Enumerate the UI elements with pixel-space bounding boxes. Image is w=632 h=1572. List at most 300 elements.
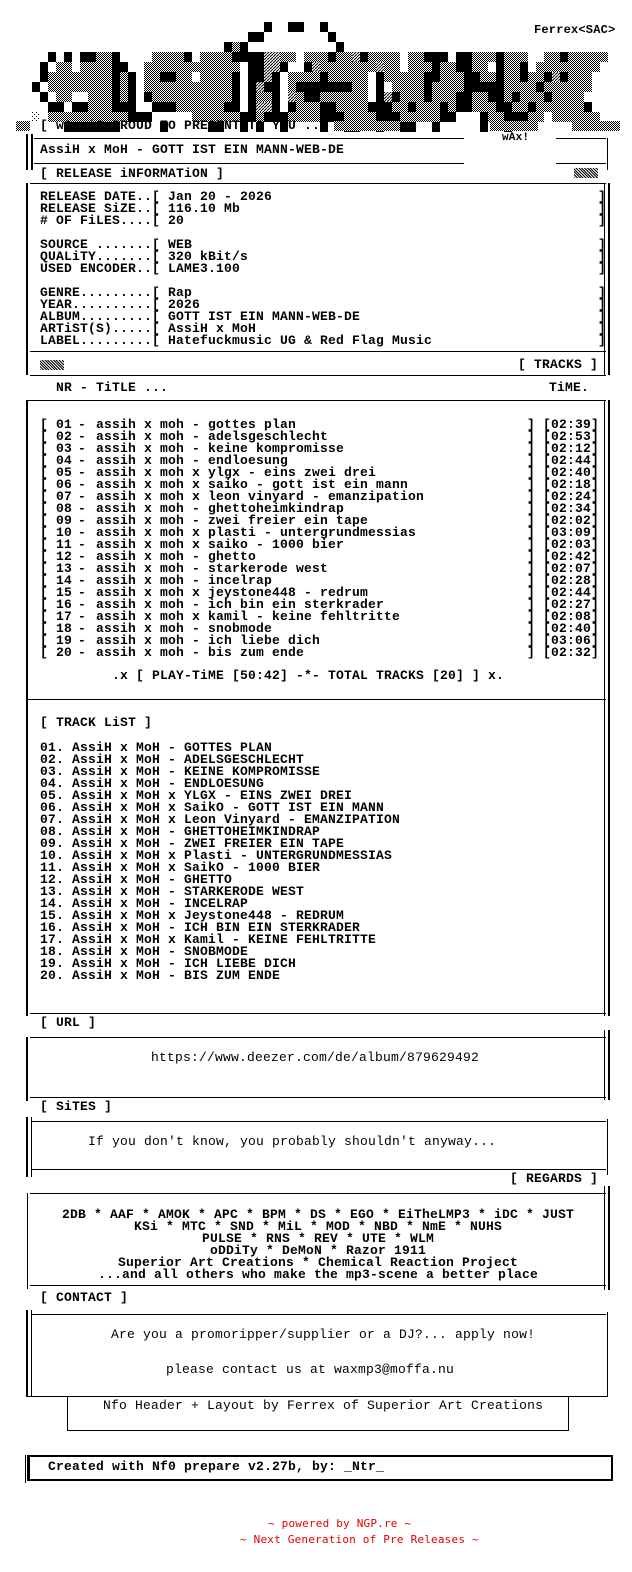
logo-block (472, 52, 480, 62)
logo-block (256, 102, 264, 112)
logo-block (592, 62, 600, 72)
logo-block (464, 72, 472, 82)
logo-block (536, 62, 544, 72)
logo-block (400, 122, 408, 132)
contact-title: [ CONTACT ] (40, 1290, 129, 1305)
divider (556, 163, 606, 164)
track-number: 01 (56, 417, 73, 432)
logo-block (168, 72, 176, 82)
col-time-header: TiME. (549, 380, 590, 395)
track-close-bracket: ] (527, 513, 536, 528)
track-sep: - (78, 633, 87, 648)
track-number: 18 (56, 621, 73, 636)
time-bracket: ] (591, 549, 600, 564)
track-open-bracket: [ (40, 573, 49, 588)
track-number: 02 (56, 429, 73, 444)
logo-block (56, 102, 64, 112)
track-list-title: [ TRACK LiST ] (40, 715, 153, 730)
logo-block (480, 102, 488, 112)
track-close-bracket: ] (527, 429, 536, 444)
logo-block (584, 102, 592, 112)
logo-block (584, 62, 592, 72)
created-with: Created with Nf0 prepare v2.27b, by: _Ntr_ (48, 1459, 385, 1474)
logo-block (360, 92, 368, 102)
logo-block (384, 52, 392, 62)
logo-block (432, 92, 440, 102)
logo-block (568, 52, 576, 62)
track-sep: - (78, 573, 87, 588)
logo-block (456, 52, 464, 62)
contact-apply-text: Are you a promoripper/supplier or a DJ?... apply now! (111, 1327, 536, 1342)
track-title: assih x moh x saiko - 1000 bier (96, 537, 345, 552)
track-number: 13 (56, 561, 73, 576)
border (607, 138, 608, 170)
logo-block (496, 62, 504, 72)
logo-block (512, 82, 520, 92)
logo-block (312, 62, 320, 72)
info-value: 320 kBit/s (168, 249, 249, 264)
logo-block (160, 52, 168, 62)
logo-block (408, 52, 416, 62)
time-bracket: ] (591, 429, 600, 444)
time-bracket: [ (543, 633, 552, 648)
logo-block (56, 82, 64, 92)
track-time: 02:44 (551, 453, 592, 468)
track-list-item: 19. AssiH x MoH - ICH LIEBE DICH (40, 956, 297, 971)
track-sep: - (78, 597, 87, 612)
track-sep: - (78, 501, 87, 516)
logo-block (160, 72, 168, 82)
logo-block (544, 52, 552, 62)
regards-line: oDDiTy * DeMoN * Razor 1911 (209, 1243, 427, 1258)
logo-block (272, 52, 280, 62)
logo-block (224, 42, 232, 52)
logo-block (200, 62, 208, 72)
logo-block (480, 62, 488, 72)
track-time: 02:02 (551, 513, 592, 528)
logo-block (440, 82, 448, 92)
divider (26, 1396, 608, 1397)
time-bracket: [ (543, 429, 552, 444)
time-bracket: ] (591, 453, 600, 468)
logo-block (184, 92, 192, 102)
border (25, 1455, 26, 1483)
logo-block (32, 82, 40, 92)
album-url-link[interactable]: https://www.deezer.com/de/album/879629492 (151, 1050, 480, 1065)
time-bracket: [ (543, 417, 552, 432)
logo-block (528, 102, 536, 112)
track-open-bracket: [ (40, 513, 49, 528)
logo-block (416, 52, 424, 62)
divider (30, 1037, 606, 1038)
logo-block (344, 72, 352, 82)
logo-block (392, 52, 400, 62)
logo-block (264, 52, 272, 62)
logo-block (552, 52, 560, 62)
logo-block (96, 82, 104, 92)
time-bracket: ] (591, 441, 600, 456)
logo-block (152, 102, 160, 112)
logo-block (400, 102, 408, 112)
logo-block (424, 82, 432, 92)
time-bracket: ] (591, 645, 600, 660)
logo-block (288, 102, 296, 112)
shade-block (574, 168, 598, 178)
logo-block (160, 92, 168, 102)
track-list-item: 17. AssiH x MoH x Kamil - KEINE FEHLTRITTE (40, 932, 377, 947)
release-info-title: [ RELEASE iNFORMATiON ] (40, 166, 225, 181)
divider (30, 1193, 606, 1194)
time-bracket: ] (591, 489, 600, 504)
logo-block (600, 52, 608, 62)
regards-title: [ REGARDS ] (510, 1171, 599, 1186)
logo-block (328, 82, 336, 92)
logo-block (568, 82, 576, 92)
logo-block (464, 82, 472, 92)
logo-block (504, 52, 512, 62)
track-title: assih x moh - ghetto (96, 549, 257, 564)
track-list-item: 14. AssiH x MoH - INCELRAP (40, 896, 249, 911)
logo-block (288, 82, 296, 92)
logo-block (320, 92, 328, 102)
track-number: 19 (56, 633, 73, 648)
logo-block (472, 72, 480, 82)
logo-block (304, 82, 312, 92)
footer-tagline: ~ Next Generation of Pre Releases ~ (240, 1533, 479, 1546)
info-value: LAME3.100 (168, 261, 241, 276)
logo-block (184, 72, 192, 82)
logo-block (184, 62, 192, 72)
logo-block (584, 52, 592, 62)
logo-block (328, 102, 336, 112)
logo-block (208, 72, 216, 82)
logo-block (456, 102, 464, 112)
time-bracket: ] (591, 585, 600, 600)
logo-block (176, 72, 184, 82)
logo-block (344, 102, 352, 112)
logo-block (472, 82, 480, 92)
logo-block (192, 92, 200, 102)
track-time: 02:18 (551, 477, 592, 492)
track-number: 04 (56, 453, 73, 468)
track-close-bracket: ] (527, 417, 536, 432)
track-time: 03:06 (551, 633, 592, 648)
track-number: 05 (56, 465, 73, 480)
logo-block (120, 102, 128, 112)
border (608, 1186, 610, 1290)
divider (30, 1013, 606, 1014)
time-bracket: ] (591, 561, 600, 576)
info-close-bracket: ] (598, 201, 607, 216)
logo-block (104, 72, 112, 82)
regards-line: KSi * MTC * SND * MiL * MOD * NBD * NmE * NUHS (133, 1219, 503, 1234)
logo-block (360, 72, 368, 82)
track-sep: - (78, 441, 87, 456)
track-list-item: 13. AssiH x MoH - STARKERODE WEST (40, 884, 305, 899)
footer-powered-by: ~ powered by NGP.re ~ (268, 1517, 412, 1530)
logo-block (576, 52, 584, 62)
logo-block (408, 62, 416, 72)
logo-block (448, 72, 456, 82)
time-bracket: [ (543, 645, 552, 660)
track-time: 02:44 (551, 585, 592, 600)
shade-block (334, 121, 400, 131)
track-open-bracket: [ (40, 609, 49, 624)
logo-block (456, 72, 464, 82)
logo-block (72, 102, 80, 112)
logo-block (112, 102, 120, 112)
track-number: 20 (56, 645, 73, 660)
logo-block (200, 82, 208, 92)
logo-block (64, 92, 72, 102)
logo-block (408, 102, 416, 112)
contact-email[interactable]: please contact us at waxmp3@moffa.nu (166, 1362, 455, 1377)
logo-block (392, 92, 400, 102)
track-title: assih x moh x plasti - untergrundmessias (96, 525, 417, 540)
logo-block (368, 102, 376, 112)
track-open-bracket: [ (40, 525, 49, 540)
logo-block (176, 92, 184, 102)
logo-block (432, 122, 440, 132)
track-list-item: 05. AssiH x MoH x YLGX - EINS ZWEI DREI (40, 788, 353, 803)
logo-block (320, 22, 328, 32)
track-open-bracket: [ (40, 477, 49, 492)
logo-block (104, 82, 112, 92)
info-value: Jan 20 - 2026 (168, 189, 273, 204)
track-open-bracket: [ (40, 417, 49, 432)
divider (32, 1314, 606, 1315)
logo-block (464, 102, 472, 112)
logo-block (320, 72, 328, 82)
logo-block (312, 52, 320, 62)
logo-block (512, 52, 520, 62)
logo-block (496, 72, 504, 82)
logo-block (184, 52, 192, 62)
track-sep: - (78, 465, 87, 480)
logo-block (328, 92, 336, 102)
logo-block (352, 72, 360, 82)
track-number: 03 (56, 441, 73, 456)
regards-line: 2DB * AAF * AMOK * APC * BPM * DS * EGO * EiTheLMP3 * iDC * JUST (61, 1207, 575, 1222)
border (31, 134, 33, 170)
logo-block (96, 102, 104, 112)
logo-block (520, 72, 528, 82)
track-close-bracket: ] (527, 501, 536, 516)
logo-block (296, 102, 304, 112)
logo-block (248, 102, 256, 112)
logo-block (104, 62, 112, 72)
logo-block (440, 112, 448, 122)
logo-block (520, 52, 528, 62)
track-open-bracket: [ (40, 453, 49, 468)
logo-block (448, 102, 456, 112)
track-open-bracket: [ (40, 489, 49, 504)
logo-block (360, 52, 368, 62)
logo-block (568, 92, 576, 102)
logo-block (520, 62, 528, 72)
logo-block (256, 92, 264, 102)
logo-block (336, 52, 344, 62)
track-sep: - (78, 621, 87, 636)
logo-block (488, 52, 496, 62)
track-sep: - (78, 549, 87, 564)
logo-block (248, 92, 256, 102)
logo-block (264, 92, 272, 102)
logo-block (504, 82, 512, 92)
logo-block (336, 62, 344, 72)
track-title: assih x moh x kamil - keine fehltritte (96, 609, 401, 624)
logo-block (120, 92, 128, 102)
track-title: assih x moh - incelrap (96, 573, 273, 588)
track-number: 09 (56, 513, 73, 528)
logo-block (272, 72, 280, 82)
time-bracket: ] (591, 501, 600, 516)
track-open-bracket: [ (40, 465, 49, 480)
info-value: Rap (168, 285, 193, 300)
logo-block (448, 62, 456, 72)
logo-block (496, 92, 504, 102)
time-bracket: ] (591, 573, 600, 588)
border (607, 1119, 608, 1175)
logo-block (240, 52, 248, 62)
logo-block (376, 92, 384, 102)
logo-block (528, 82, 536, 92)
logo-block (56, 72, 64, 82)
border (26, 1117, 28, 1177)
logo-block (248, 62, 256, 72)
logo-block (88, 82, 96, 92)
track-list-item: 20. AssiH x MoH - BIS ZUM ENDE (40, 968, 281, 983)
time-bracket: [ (543, 477, 552, 492)
layout-credit: Nfo Header + Layout by Ferrex of Superior Art Creations (103, 1398, 544, 1413)
logo-block (448, 82, 456, 92)
border (608, 1030, 610, 1100)
logo-block (440, 72, 448, 82)
track-number: 17 (56, 609, 73, 624)
track-time: 02:42 (551, 549, 592, 564)
track-list-item: 15. AssiH x MoH x Jeystone448 - REDRUM (40, 908, 345, 923)
logo-block (416, 72, 424, 82)
logo-block (112, 92, 120, 102)
logo-block (144, 72, 152, 82)
logo-block (152, 92, 160, 102)
track-close-bracket: ] (527, 465, 536, 480)
logo-block (464, 62, 472, 72)
shade-block (40, 360, 64, 370)
logo-block (176, 82, 184, 92)
border (568, 1397, 569, 1430)
logo-block (120, 62, 128, 72)
logo-block (568, 102, 576, 112)
logo-block (472, 62, 480, 72)
logo-block (480, 122, 488, 132)
logo-block (504, 72, 512, 82)
divider (28, 699, 606, 700)
track-time: 02:28 (551, 573, 592, 588)
logo-block (256, 62, 264, 72)
regards-line: Superior Art Creations * Chemical Reaction Project (117, 1255, 519, 1270)
logo-block (80, 82, 88, 92)
logo-block (232, 82, 240, 92)
track-time: 03:09 (551, 525, 592, 540)
logo-block (424, 92, 432, 102)
track-number: 14 (56, 573, 73, 588)
logo-block (528, 92, 536, 102)
logo-block (336, 102, 344, 112)
logo-block (400, 72, 408, 82)
logo-block (360, 82, 368, 92)
time-bracket: ] (591, 621, 600, 636)
logo-block (552, 82, 560, 92)
logo-block (272, 62, 280, 72)
logo-block (464, 92, 472, 102)
logo-block (552, 92, 560, 102)
logo-block (192, 62, 200, 72)
track-open-bracket: [ (40, 621, 49, 636)
logo-block (216, 92, 224, 102)
logo-block (400, 82, 408, 92)
track-list-item: 08. AssiH x MoH - GHETTOHEIMKINDRAP (40, 824, 321, 839)
track-title: assih x moh - starkerode west (96, 561, 329, 576)
info-close-bracket: ] (598, 297, 607, 312)
logo-block (280, 52, 288, 62)
track-sep: - (78, 525, 87, 540)
logo-block (224, 52, 232, 62)
track-open-bracket: [ (40, 585, 49, 600)
logo-block (264, 62, 272, 72)
logo-block (88, 102, 96, 112)
divider (30, 1285, 606, 1286)
logo-block (584, 82, 592, 92)
border (608, 400, 610, 700)
logo-block (504, 62, 512, 72)
info-value: WEB (168, 237, 193, 252)
divider (67, 1430, 569, 1431)
track-close-bracket: ] (527, 549, 536, 564)
logo-block (488, 82, 496, 92)
logo-block (216, 52, 224, 62)
logo-block (176, 52, 184, 62)
info-label: ARTiST(S).....[ (40, 321, 161, 336)
logo-block (352, 92, 360, 102)
present-line: [ wAx iS PROUD TO PRESENT TO YOU ..] (40, 118, 329, 133)
info-label: ALBUM.........[ (40, 309, 161, 324)
logo-block (272, 92, 280, 102)
logo-block (320, 52, 328, 62)
time-bracket: [ (543, 561, 552, 576)
logo-block (168, 52, 176, 62)
time-bracket: [ (543, 441, 552, 456)
logo-block (408, 112, 416, 122)
divider (556, 138, 606, 139)
logo-block (320, 62, 328, 72)
logo-block (320, 102, 328, 112)
logo-block (440, 62, 448, 72)
logo-block (48, 52, 56, 62)
time-bracket: ] (591, 609, 600, 624)
logo-block (216, 82, 224, 92)
logo-block (216, 102, 224, 112)
logo-block (560, 92, 568, 102)
logo-block (488, 72, 496, 82)
border (26, 400, 28, 700)
logo-block (344, 92, 352, 102)
track-close-bracket: ] (527, 609, 536, 624)
logo-block (552, 112, 560, 122)
logo-block (272, 102, 280, 112)
info-value: 116.10 Mb (168, 201, 241, 216)
time-bracket: [ (543, 489, 552, 504)
